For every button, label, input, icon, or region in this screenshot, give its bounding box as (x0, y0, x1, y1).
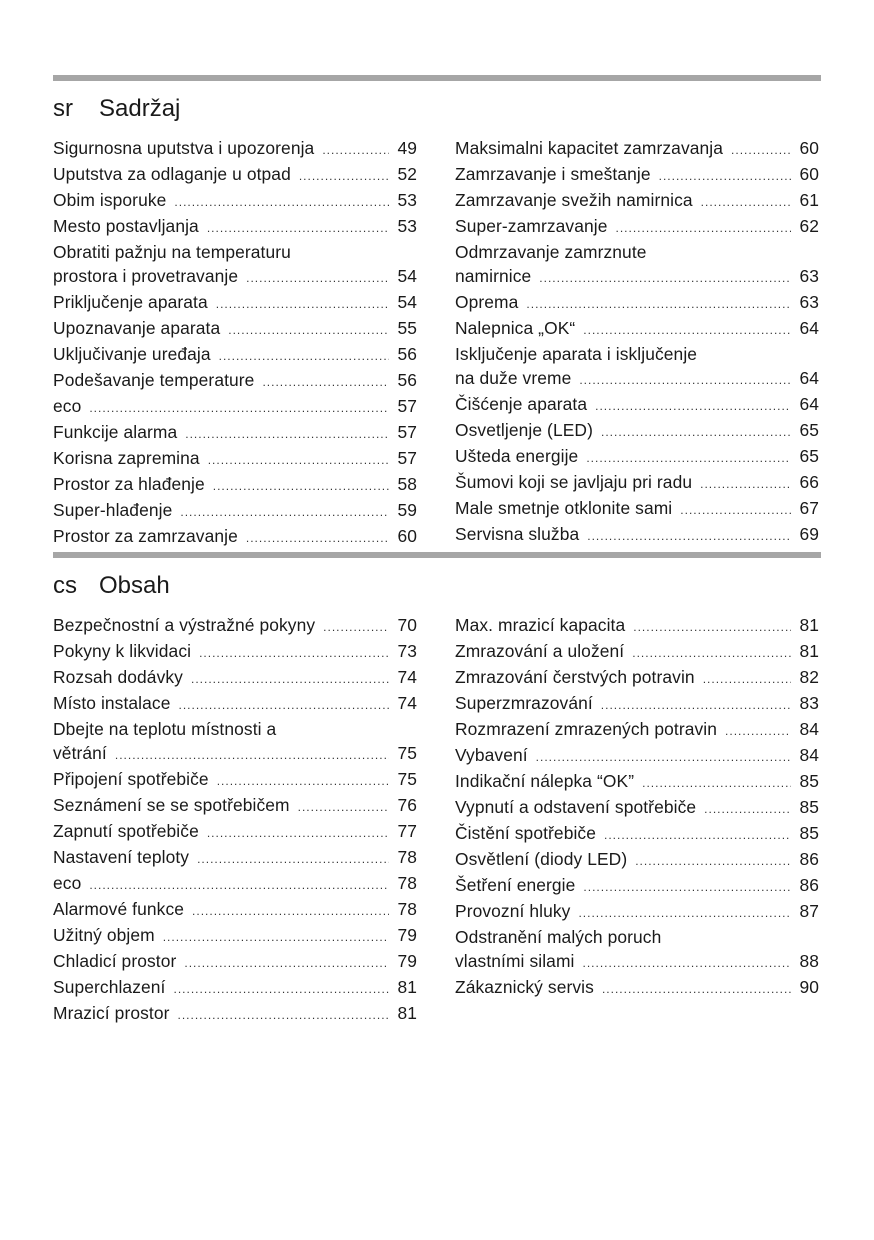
toc-entry-label: Šumovi koji se javljaju pri radu (455, 472, 693, 492)
toc-entry[interactable] (53, 394, 417, 420)
toc-entry-label: Odstranění malých poruch (455, 927, 662, 947)
toc-entry-label: Šetření energie (455, 875, 576, 895)
dot-leader (207, 216, 389, 240)
toc-entry-label: Super-zamrzavanje (455, 216, 608, 236)
toc-entry-label: Zamrzavanje i smeštanje (455, 164, 651, 184)
dot-leader (185, 422, 389, 446)
toc-entry-label: Uputstva za odlaganje u otpad (53, 164, 291, 184)
toc-entry[interactable] (53, 665, 417, 691)
toc-entry-label: Chladicí prostor (53, 951, 177, 971)
dot-leader (659, 164, 791, 188)
toc-entry-page: 57 (397, 448, 417, 468)
section-title: Obsah (99, 572, 170, 599)
section-heading (53, 572, 821, 600)
dot-leader (89, 396, 389, 420)
toc-entry-page: 86 (799, 875, 819, 895)
toc-entry-page: 85 (799, 771, 819, 791)
toc-entry[interactable] (53, 188, 417, 214)
dot-leader (615, 216, 791, 240)
toc-entry-page: 73 (397, 641, 417, 661)
toc-entry-label: větrání (53, 743, 107, 763)
dot-leader (208, 448, 389, 472)
toc-entry-page: 65 (799, 420, 819, 440)
dot-leader (731, 138, 791, 162)
toc-entry[interactable] (53, 368, 417, 394)
toc-entry-label: Zamrzavanje svežih namirnica (455, 190, 693, 210)
dot-leader (246, 526, 389, 550)
toc-entry-label: Mesto postavljanja (53, 216, 199, 236)
toc-entry-label: Pokyny k likvidaci (53, 641, 192, 661)
toc-entry[interactable] (53, 793, 417, 819)
toc-entry[interactable] (455, 342, 819, 392)
dot-leader (602, 977, 791, 1001)
toc-entry-label: Místo instalace (53, 693, 171, 713)
dot-leader (115, 743, 389, 767)
toc-entry-page: 57 (397, 422, 417, 442)
toc-entry-label: Upoznavanje aparata (53, 318, 221, 338)
toc-entry[interactable] (53, 524, 417, 550)
toc-entry-page: 62 (799, 216, 819, 236)
language-code: cs (53, 572, 77, 599)
toc-entry-label: Oprema (455, 292, 519, 312)
toc-entry-label: Superzmrazování (455, 693, 593, 713)
toc-entry[interactable] (455, 847, 819, 873)
toc-entry-label: Užitný objem (53, 925, 155, 945)
toc-entry[interactable] (455, 444, 819, 470)
toc-entry-label: Ušteda energije (455, 446, 579, 466)
dot-leader (526, 292, 791, 316)
toc-entry-label: Dbejte na teplotu místnosti a (53, 719, 277, 739)
toc-entry[interactable] (53, 975, 417, 1001)
dot-leader (587, 524, 791, 548)
toc-entry[interactable] (53, 240, 417, 290)
toc-entry-label: vlastními silami (455, 951, 575, 971)
toc-entry-label: Nastavení teploty (53, 847, 190, 867)
toc-entry-page: 81 (799, 641, 819, 661)
toc-entry[interactable] (455, 188, 819, 214)
toc-entry[interactable] (53, 136, 417, 162)
toc-entry-label: Max. mrazicí kapacita (455, 615, 626, 635)
toc-entry-label: Zmrazování čerstvých potravin (455, 667, 695, 687)
toc-entry-label: Zapnutí spotřebiče (53, 821, 199, 841)
toc-entry-page: 55 (397, 318, 417, 338)
toc-entry-label: Čistění spotřebiče (455, 823, 596, 843)
toc-column-right (455, 136, 819, 548)
toc-entry-label: Maksimalni kapacitet zamrzavanja (455, 138, 724, 158)
toc-entry[interactable] (53, 316, 417, 342)
toc-entry-label: Osvětlení (diody LED) (455, 849, 628, 869)
dot-leader (197, 847, 389, 871)
toc-entry-label: Alarmové funkce (53, 899, 185, 919)
dot-leader (700, 472, 791, 496)
toc-entry[interactable] (455, 470, 819, 496)
toc-entry-page: 64 (799, 318, 819, 338)
toc-entry-label: Vypnutí a odstavení spotřebiče (455, 797, 697, 817)
toc-entry-label: Uključivanje uređaja (53, 344, 211, 364)
toc-entry[interactable] (53, 214, 417, 240)
language-code: sr (53, 95, 73, 122)
toc-entry-page: 52 (397, 164, 417, 184)
toc-entry[interactable] (455, 522, 819, 548)
toc-entry-page: 85 (799, 823, 819, 843)
toc-entry-label: Prostor za hlađenje (53, 474, 205, 494)
dot-leader (583, 951, 792, 975)
toc-entry[interactable] (455, 873, 819, 899)
dot-leader (604, 823, 791, 847)
toc-entry-page: 74 (397, 667, 417, 687)
toc-entry[interactable] (455, 743, 819, 769)
toc-entry-label: Osvetljenje (LED) (455, 420, 593, 440)
toc-column-right (455, 613, 819, 1001)
toc-entry-label: Priključenje aparata (53, 292, 208, 312)
toc-entry[interactable] (53, 871, 417, 897)
toc-entry-page: 78 (397, 847, 417, 867)
toc-entry-page: 77 (397, 821, 417, 841)
toc-entry[interactable] (455, 717, 819, 743)
toc-entry-page: 69 (799, 524, 819, 544)
toc-entry-page: 74 (397, 693, 417, 713)
toc-entry-page: 49 (397, 138, 417, 158)
toc-entry-label: Zmrazování a uložení (455, 641, 625, 661)
toc-entry-page: 83 (799, 693, 819, 713)
dot-leader (199, 641, 389, 665)
toc-entry-label: Prostor za zamrzavanje (53, 526, 238, 546)
dot-leader (262, 370, 389, 394)
dot-leader (217, 769, 389, 793)
dot-leader (216, 292, 389, 316)
toc-entry-label: namirnice (455, 266, 532, 286)
toc-entry[interactable] (455, 392, 819, 418)
toc-entry-page: 63 (799, 266, 819, 286)
dot-leader (322, 138, 389, 162)
dot-leader (174, 190, 389, 214)
toc-entry-page: 75 (397, 769, 417, 789)
dot-leader (633, 615, 791, 639)
dot-leader (725, 719, 791, 743)
toc-entry[interactable] (455, 975, 819, 1001)
dot-leader (701, 190, 791, 214)
toc-entry-page: 57 (397, 396, 417, 416)
dot-leader (323, 615, 389, 639)
toc-entry[interactable] (53, 949, 417, 975)
toc-entry-label: Indikační nálepka “OK” (455, 771, 635, 791)
toc-entry[interactable] (53, 498, 417, 524)
toc-entry-page: 54 (397, 266, 417, 286)
toc-entry[interactable] (455, 240, 819, 290)
dot-leader (704, 797, 791, 821)
dot-leader (299, 164, 389, 188)
toc-entry[interactable] (455, 639, 819, 665)
toc-entry-page: 60 (397, 526, 417, 546)
toc-entry[interactable] (53, 420, 417, 446)
toc-entry-label: Superchlazení (53, 977, 166, 997)
toc-entry[interactable] (455, 496, 819, 522)
toc-entry[interactable] (53, 1001, 417, 1027)
toc-entry-page: 81 (397, 1003, 417, 1023)
toc-entry-label: Funkcije alarma (53, 422, 178, 442)
dot-leader (635, 849, 791, 873)
section-title: Sadržaj (99, 95, 181, 122)
toc-entry-page: 60 (799, 164, 819, 184)
toc-entry-label: Korisna zapremina (53, 448, 200, 468)
toc-entry-page: 82 (799, 667, 819, 687)
dot-leader (601, 420, 791, 444)
toc-entry[interactable] (53, 845, 417, 871)
toc-entry-label: Super-hlađenje (53, 500, 173, 520)
dot-leader (583, 318, 791, 342)
toc-entry-label: Nalepnica „OK“ (455, 318, 576, 338)
toc-entry-page: 88 (799, 951, 819, 971)
toc-entry-page: 90 (799, 977, 819, 997)
toc-entry-page: 70 (397, 615, 417, 635)
toc-entry-page: 78 (397, 873, 417, 893)
toc-entry[interactable] (53, 290, 417, 316)
toc-entry[interactable] (53, 819, 417, 845)
toc-entry-label: Male smetnje otklonite sami (455, 498, 673, 518)
dot-leader (642, 771, 791, 795)
toc-entry-page: 81 (397, 977, 417, 997)
dot-leader (178, 1003, 390, 1027)
toc-entry-page: 84 (799, 745, 819, 765)
toc-entry-page: 56 (397, 344, 417, 364)
toc-entry[interactable] (53, 639, 417, 665)
toc-entry-page: 87 (799, 901, 819, 921)
dot-leader (184, 951, 389, 975)
toc-entry[interactable] (455, 316, 819, 342)
section-divider (53, 552, 821, 558)
toc-entry-label: eco (53, 396, 82, 416)
toc-entry-page: 60 (799, 138, 819, 158)
section-divider (53, 75, 821, 81)
toc-entry[interactable] (455, 925, 819, 975)
toc-entry[interactable] (455, 795, 819, 821)
toc-entry[interactable] (53, 613, 417, 639)
toc-entry-page: 85 (799, 797, 819, 817)
toc-entry[interactable] (53, 446, 417, 472)
toc-entry-page: 75 (397, 743, 417, 763)
toc-entry[interactable] (455, 418, 819, 444)
dot-leader (246, 266, 389, 290)
toc-entry-label: Obim isporuke (53, 190, 167, 210)
dot-leader (680, 498, 791, 522)
dot-leader (179, 693, 390, 717)
toc-entry[interactable] (53, 767, 417, 793)
toc-entry-page: 63 (799, 292, 819, 312)
toc-entry-page: 67 (799, 498, 819, 518)
toc-entry-page: 61 (799, 190, 819, 210)
dot-leader (89, 873, 389, 897)
toc-entry-page: 66 (799, 472, 819, 492)
dot-leader (601, 693, 791, 717)
toc-entry-page: 79 (397, 925, 417, 945)
toc-entry[interactable] (53, 717, 417, 767)
toc-entry-label: Rozsah dodávky (53, 667, 183, 687)
toc-entry-page: 86 (799, 849, 819, 869)
toc-entry-label: prostora i provetravanje (53, 266, 239, 286)
toc-entry[interactable] (455, 214, 819, 240)
toc-entry[interactable] (53, 691, 417, 717)
toc-entry-page: 53 (397, 216, 417, 236)
dot-leader (213, 474, 389, 498)
toc-entry-label: Obratiti pažnju na temperaturu (53, 242, 291, 262)
toc-entry-label: Isključenje aparata i isključenje (455, 344, 698, 364)
toc-entry-label: Připojení spotřebiče (53, 769, 209, 789)
toc-entry-page: 59 (397, 500, 417, 520)
dot-leader (583, 875, 791, 899)
section-heading (53, 95, 821, 123)
toc-entry-label: Odmrzavanje zamrznute (455, 242, 647, 262)
toc-entry-page: 56 (397, 370, 417, 390)
dot-leader (180, 500, 389, 524)
toc-entry[interactable] (455, 821, 819, 847)
toc-entry-label: Bezpečnostní a výstražné pokyny (53, 615, 316, 635)
toc-entry-label: Servisna služba (455, 524, 580, 544)
toc-entry-page: 78 (397, 899, 417, 919)
toc-entry[interactable] (53, 342, 417, 368)
toc-section-cs (53, 552, 821, 1023)
toc-entry-label: Seznámení se se spotřebičem (53, 795, 290, 815)
dot-leader (586, 446, 791, 470)
toc-entry-page: 81 (799, 615, 819, 635)
toc-column-left (53, 613, 417, 1027)
dot-leader (219, 344, 389, 368)
dot-leader (578, 901, 791, 925)
dot-leader (632, 641, 791, 665)
toc-column-left (53, 136, 417, 550)
dot-leader (298, 795, 389, 819)
toc-entry-label: Vybavení (455, 745, 528, 765)
toc-entry-page: 65 (799, 446, 819, 466)
toc-entry-label: Mrazicí prostor (53, 1003, 170, 1023)
toc-entry[interactable] (455, 136, 819, 162)
toc-entry[interactable] (53, 472, 417, 498)
toc-entry[interactable] (53, 923, 417, 949)
dot-leader (173, 977, 389, 1001)
dot-leader (703, 667, 791, 691)
toc-entry[interactable] (53, 162, 417, 188)
toc-entry-label: Provozní hluky (455, 901, 571, 921)
toc-entry-page: 76 (397, 795, 417, 815)
toc-entry[interactable] (455, 899, 819, 925)
dot-leader (595, 394, 791, 418)
dot-leader (163, 925, 389, 949)
toc-entry-label: Rozmrazení zmrazených potravin (455, 719, 718, 739)
toc-entry-page: 58 (397, 474, 417, 494)
toc-section-sr (53, 75, 821, 546)
dot-leader (539, 266, 791, 290)
toc-entry-label: eco (53, 873, 82, 893)
toc-entry[interactable] (455, 613, 819, 639)
dot-leader (228, 318, 389, 342)
toc-entry-page: 53 (397, 190, 417, 210)
toc-entry-page: 64 (799, 368, 819, 388)
dot-leader (191, 667, 389, 691)
toc-entry-label: Zákaznický servis (455, 977, 594, 997)
toc-entry[interactable] (53, 897, 417, 923)
dot-leader (579, 368, 791, 392)
toc-entry-page: 54 (397, 292, 417, 312)
dot-leader (192, 899, 389, 923)
toc-entry[interactable] (455, 162, 819, 188)
toc-entry[interactable] (455, 290, 819, 316)
toc-entry-page: 64 (799, 394, 819, 414)
toc-entry[interactable] (455, 665, 819, 691)
toc-entry-label: Sigurnosna uputstva i upozorenja (53, 138, 315, 158)
toc-entry-label: na duže vreme (455, 368, 572, 388)
toc-entry-label: Čišćenje aparata (455, 394, 588, 414)
toc-entry-page: 84 (799, 719, 819, 739)
dot-leader (207, 821, 389, 845)
toc-entry-page: 79 (397, 951, 417, 971)
dot-leader (536, 745, 791, 769)
toc-entry-label: Podešavanje temperature (53, 370, 255, 390)
toc-entry[interactable] (455, 691, 819, 717)
toc-entry[interactable] (455, 769, 819, 795)
